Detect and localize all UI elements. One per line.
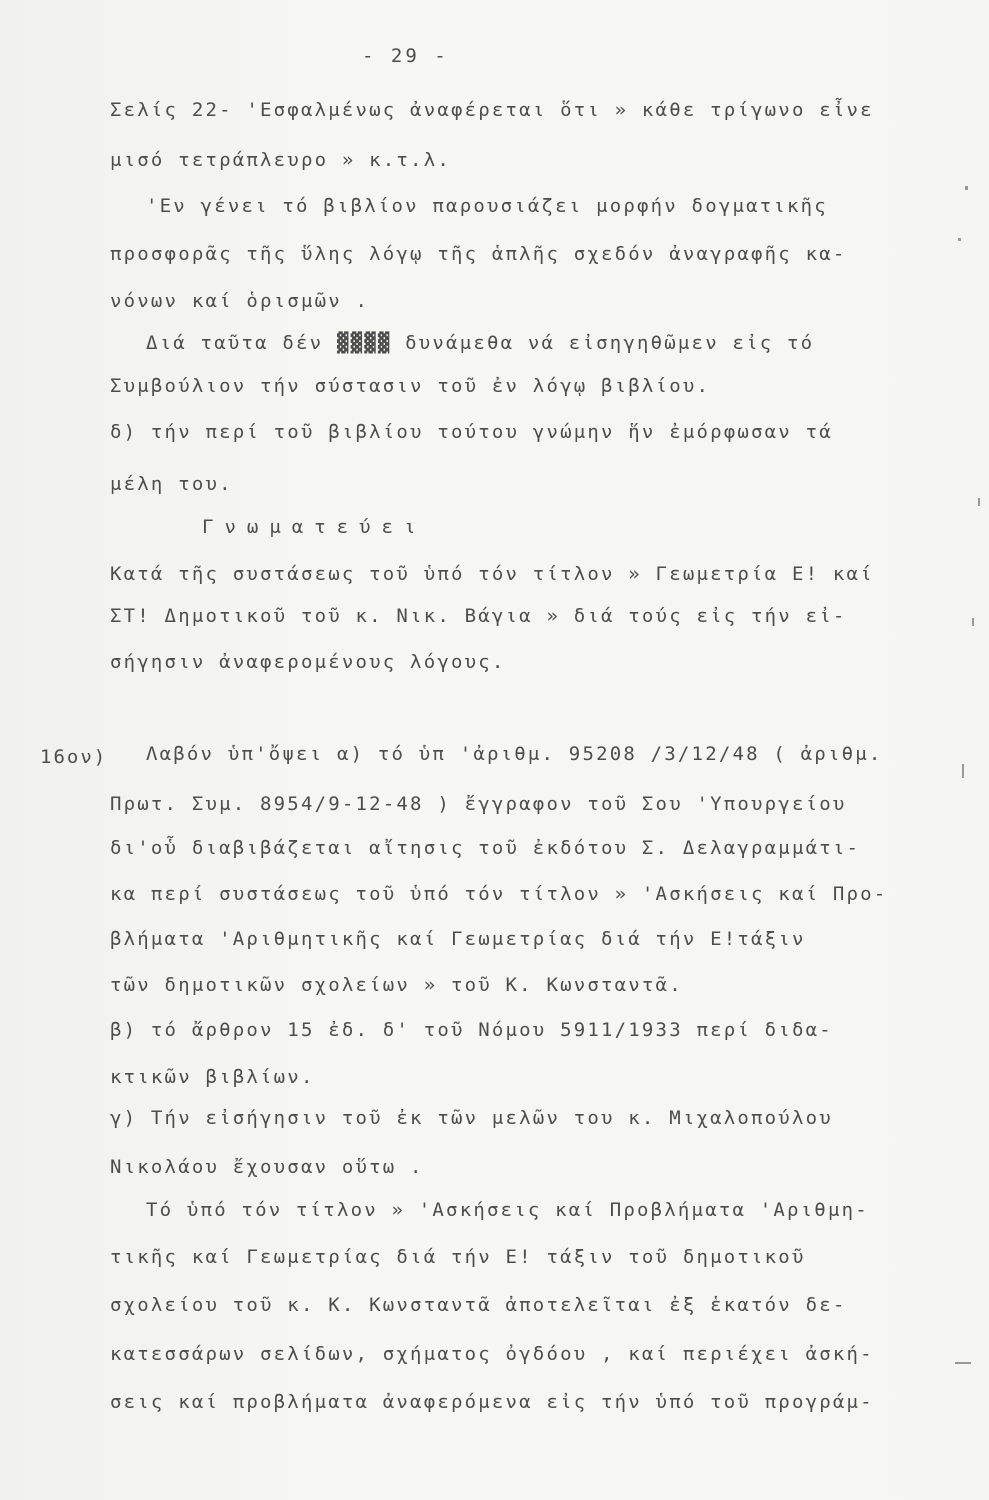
scan-speck <box>962 764 964 778</box>
text-line: δι'οὗ διαβιβάζεται αἴτησις τοῦ ἐκδότου Σ. Δελαγραμμάτι- <box>110 837 861 859</box>
scan-speck <box>955 1362 971 1364</box>
text-line: Τό ὑπό τόν τίτλον » 'Ασκήσεις καί Προβλήματα 'Αριθμη- <box>146 1199 869 1221</box>
text-line: ΣΤ! Δημοτικοῦ τοῦ κ. Νικ. Βάγια » διά τούς εἰς τήν εἰ- <box>110 605 847 627</box>
text-line: νόνων καί ὁρισμῶν . <box>110 290 370 312</box>
text-line: Συμβούλιον τήν σύστασιν τοῦ ἐν λόγῳ βιβλίου. <box>110 375 711 397</box>
text-line: Σελίς 22- 'Εσφαλμένως ἀναφέρεται ὅτι » κάθε τρίγωνο εἶνε <box>110 99 874 121</box>
text-line: δ) τήν περί τοῦ βιβλίου τούτου γνώμην ἥν ἐμόρφωσαν τά <box>110 421 833 443</box>
text-line: Νικολάου ἔχουσαν οὕτω . <box>110 1156 424 1178</box>
text-line: τικῆς καί Γεωμετρίας διά τήν Ε! τάξιν τοῦ δημοτικοῦ <box>110 1246 806 1268</box>
text-line: σεις καί προβλήματα ἀναφερόμενα εἰς τήν ὑπό τοῦ προγράμ- <box>110 1391 874 1413</box>
scan-speck <box>978 498 980 506</box>
scan-speck <box>958 238 961 241</box>
text-line: κατεσσάρων σελίδων, σχήματος ὀγδόου , καί περιέχει ἀσκή- <box>110 1343 874 1365</box>
text-line: μέλη του. <box>110 473 233 495</box>
text-line: Κατά τῆς συστάσεως τοῦ ὑπό τόν τίτλον » Γεωμετρία Ε! καί <box>110 563 874 585</box>
text-line: προσφορᾶς τῆς ὕλης λόγῳ τῆς ἁπλῆς σχεδόν ἀναγραφῆς κα- <box>110 243 847 265</box>
text-line: Λαβόν ὑπ'ὄψει α) τό ὑπ 'ἀριθμ. 95208 /3/12/48 ( ἀριθμ. <box>146 743 883 765</box>
text-line: γ) Τήν εἰσήγησιν τοῦ ἐκ τῶν μελῶν του κ. Μιχαλοπούλου <box>110 1107 833 1129</box>
text-line: Πρωτ. Συμ. 8954/9-12-48 ) ἔγγραφον τοῦ Σου 'Υπουργείου <box>110 793 847 815</box>
text-line: σχολείου τοῦ κ. Κ. Κωνσταντᾶ ἀποτελεῖται ἐξ ἑκατόν δε- <box>110 1294 847 1316</box>
text-line: βλήματα 'Αριθμητικῆς καί Γεωμετρίας διά τήν Ε!τάξιν <box>110 928 806 950</box>
text-line: τῶν δημοτικῶν σχολείων » τοῦ Κ. Κωνσταντᾶ. <box>110 974 683 996</box>
scan-speck <box>972 618 974 626</box>
section-heading: Γνωματεύει <box>202 516 427 538</box>
text-line: σήγησιν ἀναφερομένους λόγους. <box>110 651 506 673</box>
text-line: κα περί συστάσεως τοῦ ὑπό τόν τίτλον » 'Ασκήσεις καί Προ- <box>110 883 888 905</box>
page-number: - 29 - <box>362 45 449 67</box>
scan-speck <box>965 186 968 190</box>
text-line: 'Εν γένει τό βιβλίον παρουσιάζει μορφήν δογματικῆς <box>146 195 828 217</box>
text-line: β) τό ἄρθρον 15 ἐδ. δ' τοῦ Νόμου 5911/1933 περί διδα- <box>110 1019 833 1041</box>
item-number: 16ον) <box>40 746 108 768</box>
text-line: κτικῶν βιβλίων. <box>110 1066 315 1088</box>
text-line: Διά ταῦτα δέν ▓▓▓▓ δυνάμεθα νά εἰσηγηθῶμεν εἰς τό <box>146 332 815 354</box>
text-line: μισό τετράπλευρο » κ.τ.λ. <box>110 149 451 171</box>
